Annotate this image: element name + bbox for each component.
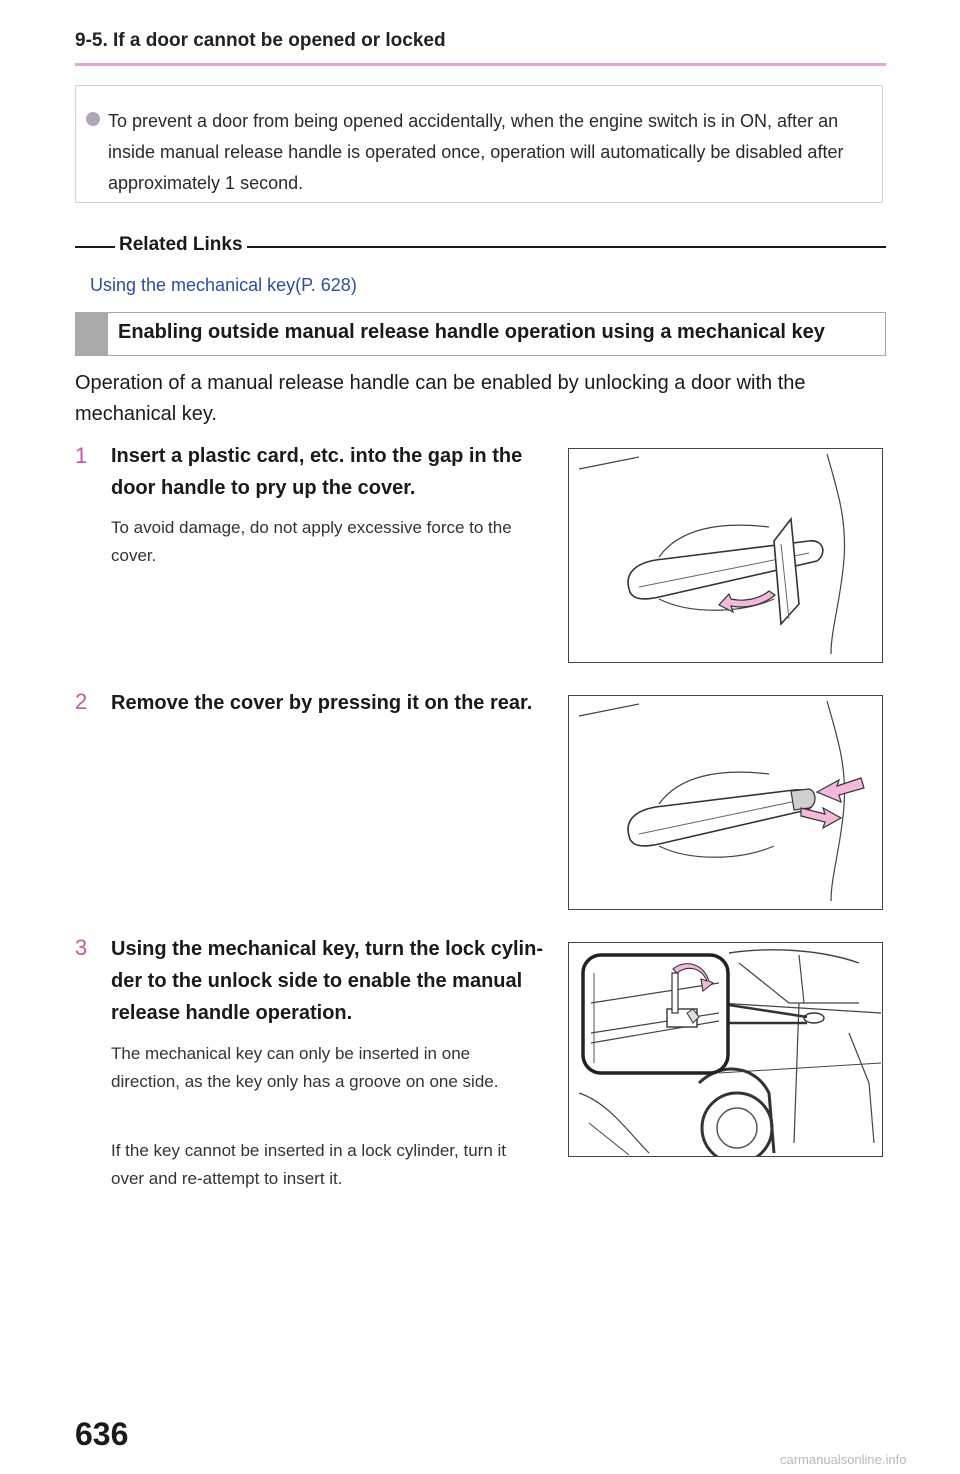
step-number: 1 [75, 443, 88, 468]
step-3-line1: Using the mechanical key, turn the lock cylin- [111, 938, 543, 960]
door-handle-illustration [569, 696, 882, 909]
bullet-icon [86, 112, 100, 126]
step-1-line1: Insert a plastic card, etc. into the gap in the [111, 445, 523, 467]
step-number: 2 [75, 689, 88, 714]
divider [247, 246, 886, 248]
page-header-title: 9-5. If a door cannot be opened or locked [75, 30, 446, 51]
step-number: 3 [75, 935, 88, 960]
related-links-heading [75, 234, 886, 260]
step-1-line2: door handle to pry up the cover. [111, 477, 416, 499]
related-links-title: Related Links [119, 234, 247, 256]
arrow-icon [719, 591, 775, 612]
step-1-sub: To avoid damage, do not apply excessive force to the cover. [111, 518, 512, 565]
door-handle-illustration [569, 449, 882, 662]
arrow-icon [817, 778, 864, 802]
step-3-sub1: The mechanical key can only be inserted in one direction, as the key only has a groove on one side. [111, 1044, 499, 1091]
header-rule [75, 63, 886, 66]
car-door-lock-illustration [569, 943, 882, 1156]
section-heading-bar [75, 312, 108, 356]
note-box [75, 85, 883, 203]
arrow-icon [801, 808, 841, 828]
figure-lock-cylinder [568, 942, 883, 1157]
page-number: 636 [75, 1416, 129, 1452]
note-text: To prevent a door from being opened accidentally, when the engine switch is in ON, after an inside manual release handle is operated once, operation will automatically be disabled after approximately 1 second. [108, 111, 844, 193]
section-heading [75, 312, 886, 356]
divider [75, 246, 115, 248]
step-3-line3: release handle operation. [111, 1002, 353, 1024]
watermark: carmanualsonline.info [780, 1452, 907, 1467]
step-3-sub2: If the key cannot be inserted in a lock cylinder, turn it over and re-attempt to insert it. [111, 1141, 506, 1188]
section-heading-text: Enabling outside manual release handle operation using a mechanical key [118, 321, 825, 343]
step-3-line2: der to the unlock side to enable the manual [111, 970, 523, 992]
section-intro: Operation of a manual release handle can be enabled by unlocking a door with the mechanical key. [75, 372, 806, 425]
related-link-mechanical-key[interactable]: Using the mechanical key(P. 628) [90, 275, 357, 295]
figure-pry-cover [568, 448, 883, 663]
figure-remove-cover [568, 695, 883, 910]
step-2-line1: Remove the cover by pressing it on the rear. [111, 692, 533, 714]
